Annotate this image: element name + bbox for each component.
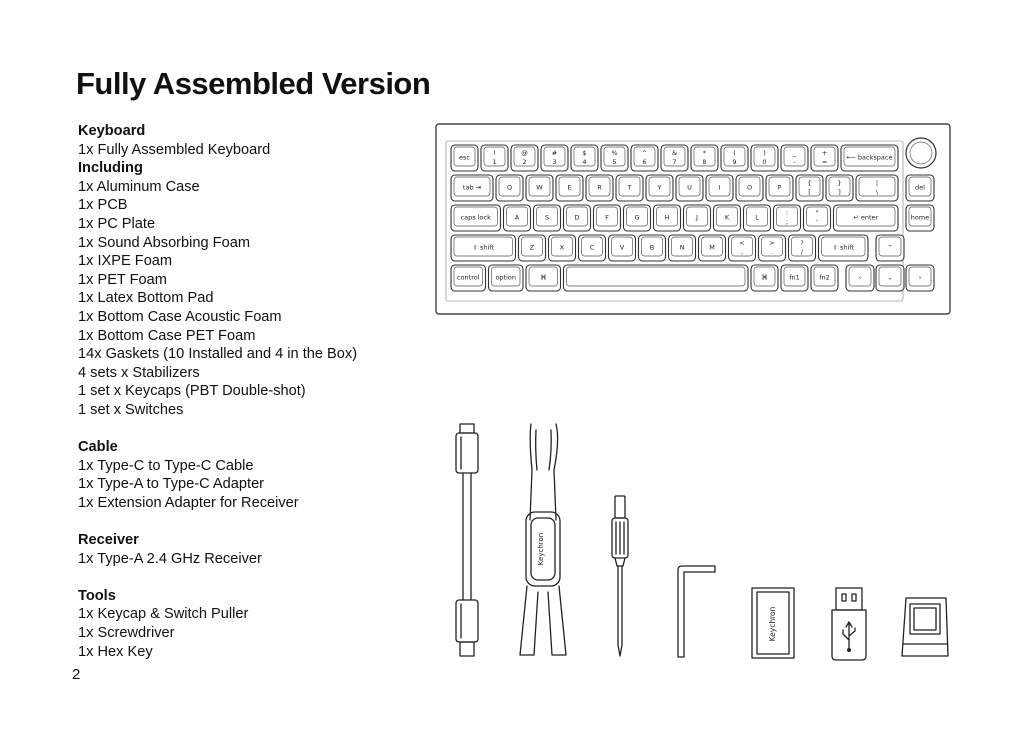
section-heading: Tools [78, 587, 116, 604]
svg-text:>: > [769, 239, 775, 247]
svg-text:⟵ backspace: ⟵ backspace [846, 153, 893, 162]
page-number: 2 [72, 666, 81, 683]
screwdriver-illustration [612, 496, 628, 656]
keycap [496, 175, 523, 201]
svg-text:1: 1 [492, 158, 497, 166]
keycap [451, 175, 493, 201]
svg-text:-: - [793, 158, 796, 166]
keycap [564, 265, 749, 291]
list-item: 1x Fully Assembled Keyboard [78, 141, 271, 158]
svg-text:R: R [597, 183, 602, 192]
keycap [676, 175, 703, 201]
keycap [766, 175, 793, 201]
svg-text:↵ enter: ↵ enter [853, 213, 879, 222]
svg-text:.: . [770, 248, 774, 256]
list-item: 1 set x Keycaps (PBT Double-shot) [78, 383, 306, 400]
svg-text:=: = [821, 158, 828, 166]
list-item: 1x Extension Adapter for Receiver [78, 494, 299, 511]
keycap [751, 145, 778, 171]
svg-text:7: 7 [672, 158, 677, 166]
page-title: Fully Assembled Version [76, 66, 431, 101]
svg-text:option: option [495, 273, 517, 282]
svg-text:fn1: fn1 [789, 273, 800, 282]
keycap [684, 205, 711, 231]
keycap-arrow [906, 265, 934, 291]
list-item: 1x PCB [78, 197, 128, 214]
puller-illustration [520, 424, 566, 655]
keycap [751, 265, 778, 291]
keyboard-illustration [436, 124, 950, 314]
keycaps [451, 145, 934, 291]
svg-text:,: , [740, 248, 744, 256]
knob [906, 138, 936, 168]
svg-text:esc: esc [459, 153, 470, 162]
list-item: 1x Screwdriver [78, 625, 175, 642]
keycap [519, 235, 546, 261]
keycap [774, 205, 801, 231]
svg-text:Y: Y [657, 183, 662, 192]
section-heading: Keyboard [78, 123, 146, 139]
keycap [511, 145, 538, 171]
svg-text:S: S [544, 213, 550, 222]
svg-text:W: W [536, 183, 543, 192]
keycap [781, 265, 808, 291]
svg-text:%: % [611, 149, 618, 157]
svg-text:#: # [551, 149, 558, 157]
svg-text:N: N [679, 243, 685, 252]
section-heading: Receiver [78, 532, 139, 549]
svg-text:C: C [589, 243, 595, 252]
svg-text:K: K [724, 213, 730, 222]
svg-text:⌃: ⌃ [887, 243, 893, 252]
svg-text:2: 2 [522, 158, 527, 166]
keycap [639, 235, 666, 261]
nano-receiver-illustration [902, 598, 948, 656]
keycap [586, 175, 613, 201]
list-item: 1x Bottom Case PET Foam [78, 327, 256, 344]
section-heading: Including [78, 160, 143, 177]
list-item: 1x Hex Key [78, 643, 153, 660]
list-item: 1x Type-A 2.4 GHz Receiver [78, 550, 262, 567]
svg-text:]: ] [838, 188, 841, 196]
keycap [489, 265, 524, 291]
svg-text:‹: ‹ [858, 273, 862, 282]
svg-text:*: * [702, 149, 707, 157]
svg-text:V: V [619, 243, 625, 252]
svg-text:(: ( [733, 149, 736, 157]
svg-text:0: 0 [762, 158, 767, 166]
adapter-brand: Keychron [768, 606, 777, 642]
svg-text::: : [785, 209, 789, 217]
keycap-arrow [846, 265, 874, 291]
svg-text:Z: Z [529, 243, 535, 252]
keycap-arrow [876, 265, 904, 291]
keycap [579, 235, 606, 261]
keycap [571, 145, 598, 171]
svg-text:del: del [915, 183, 925, 192]
svg-text:E: E [567, 183, 572, 192]
svg-text:⌄: ⌄ [887, 273, 893, 282]
keycap [744, 205, 771, 231]
svg-text:$: $ [582, 149, 587, 157]
svg-text:M: M [709, 243, 715, 252]
keycap-arrow [876, 235, 904, 261]
svg-text:': ' [816, 218, 818, 226]
svg-text:|: | [875, 179, 879, 187]
keycap [549, 235, 576, 261]
keycap [811, 265, 838, 291]
svg-text:[: [ [808, 188, 811, 196]
keycap [781, 145, 808, 171]
keycap [654, 205, 681, 231]
svg-text:<: < [739, 239, 745, 247]
keycap [564, 205, 591, 231]
svg-text:": " [815, 209, 819, 217]
svg-text:): ) [763, 149, 766, 157]
svg-text:⌘: ⌘ [540, 273, 547, 282]
keycap [804, 205, 831, 231]
svg-text:O: O [746, 183, 753, 192]
svg-text:I: I [718, 183, 721, 192]
svg-text:fn2: fn2 [819, 273, 830, 282]
keycap [796, 175, 823, 201]
keycap [811, 145, 838, 171]
svg-text:X: X [559, 243, 565, 252]
svg-text:J: J [696, 213, 698, 222]
keycap [669, 235, 696, 261]
svg-text:5: 5 [612, 158, 617, 166]
svg-text:!: ! [493, 149, 496, 157]
svg-text:+: + [821, 149, 828, 157]
svg-text:Q: Q [506, 183, 513, 192]
hex-key-illustration [678, 566, 715, 657]
keycap [624, 205, 651, 231]
list-item: 1x Aluminum Case [78, 178, 200, 195]
list-item: 4 sets x Stabilizers [78, 364, 200, 381]
list-item: 1x Type-C to Type-C Cable [78, 457, 254, 474]
svg-text:G: G [634, 213, 640, 222]
keycap [451, 145, 478, 171]
list-item: 1x Bottom Case Acoustic Foam [78, 308, 282, 325]
keycap [609, 235, 636, 261]
svg-text:_: _ [792, 149, 797, 157]
svg-text:3: 3 [552, 158, 557, 166]
keycap [534, 205, 561, 231]
svg-text:9: 9 [732, 158, 737, 166]
svg-text:B: B [649, 243, 655, 252]
keycap [826, 175, 853, 201]
svg-text:/: / [800, 248, 804, 256]
list-item: 1x Type-A to Type-C Adapter [78, 476, 265, 493]
keycap [691, 145, 718, 171]
list-item: 1x Latex Bottom Pad [78, 290, 214, 307]
keycap [721, 145, 748, 171]
keycap [481, 145, 508, 171]
keycap [856, 175, 898, 201]
svg-text:home: home [910, 213, 930, 222]
svg-text:A: A [514, 213, 520, 222]
keycap [736, 175, 763, 201]
svg-text:8: 8 [702, 158, 707, 166]
usb-receiver-illustration [832, 588, 866, 660]
svg-text:⌘: ⌘ [761, 273, 768, 282]
list-item: 1x Keycap & Switch Puller [78, 606, 249, 623]
svg-text:4: 4 [582, 158, 587, 166]
keycap [834, 205, 899, 231]
keycap [759, 235, 786, 261]
svg-text:tab ⇥: tab ⇥ [462, 183, 482, 192]
list-item: 1x Sound Absorbing Foam [78, 234, 250, 251]
keycap [706, 175, 733, 201]
svg-text:{: { [807, 179, 812, 187]
keycap [616, 175, 643, 201]
extension-adapter-illustration [752, 588, 794, 658]
svg-text:P: P [777, 183, 782, 192]
type-c-cable-illustration [456, 424, 478, 656]
keycap [601, 145, 628, 171]
svg-text:;: ; [785, 218, 789, 226]
keycap [594, 205, 621, 231]
keycap [451, 235, 516, 261]
keycap [526, 265, 561, 291]
keycap-side [906, 205, 934, 231]
keycap [699, 235, 726, 261]
keycap [729, 235, 756, 261]
svg-text:⇧ shift: ⇧ shift [472, 243, 495, 252]
svg-text:&: & [671, 149, 678, 157]
svg-text:@: @ [521, 149, 528, 157]
svg-text:U: U [687, 183, 692, 192]
keycap [646, 175, 673, 201]
keycap [789, 235, 816, 261]
svg-text:\: \ [875, 188, 879, 196]
keycap [526, 175, 553, 201]
svg-text:F: F [605, 213, 609, 222]
svg-text:control: control [456, 273, 480, 282]
keycap-side [906, 175, 934, 201]
list-item: 1x PC Plate [78, 215, 156, 232]
keycap [451, 205, 501, 231]
list-item: 14x Gaskets (10 Installed and 4 in the Box) [78, 346, 358, 363]
keycap [556, 175, 583, 201]
keycap [451, 265, 486, 291]
svg-text:›: › [918, 273, 922, 282]
svg-text:6: 6 [642, 158, 647, 166]
list-item: 1x PET Foam [78, 271, 167, 288]
keycap [541, 145, 568, 171]
svg-text:T: T [627, 183, 632, 192]
svg-text:D: D [574, 213, 580, 222]
keycap [631, 145, 658, 171]
keycap [819, 235, 869, 261]
svg-text:?: ? [800, 239, 804, 247]
keycap [504, 205, 531, 231]
keycap [841, 145, 898, 171]
svg-text:^: ^ [641, 149, 648, 157]
svg-text:L: L [755, 213, 759, 222]
list-item: 1x IXPE Foam [78, 253, 173, 270]
keycap [714, 205, 741, 231]
svg-text:}: } [837, 179, 842, 187]
svg-text:⇧ shift: ⇧ shift [832, 243, 855, 252]
svg-text:H: H [664, 213, 670, 222]
keycap [661, 145, 688, 171]
list-item: 1 set x Switches [78, 401, 184, 418]
section-heading: Cable [78, 439, 118, 456]
svg-text:caps lock: caps lock [460, 213, 491, 222]
puller-brand: Keychron [537, 532, 545, 566]
